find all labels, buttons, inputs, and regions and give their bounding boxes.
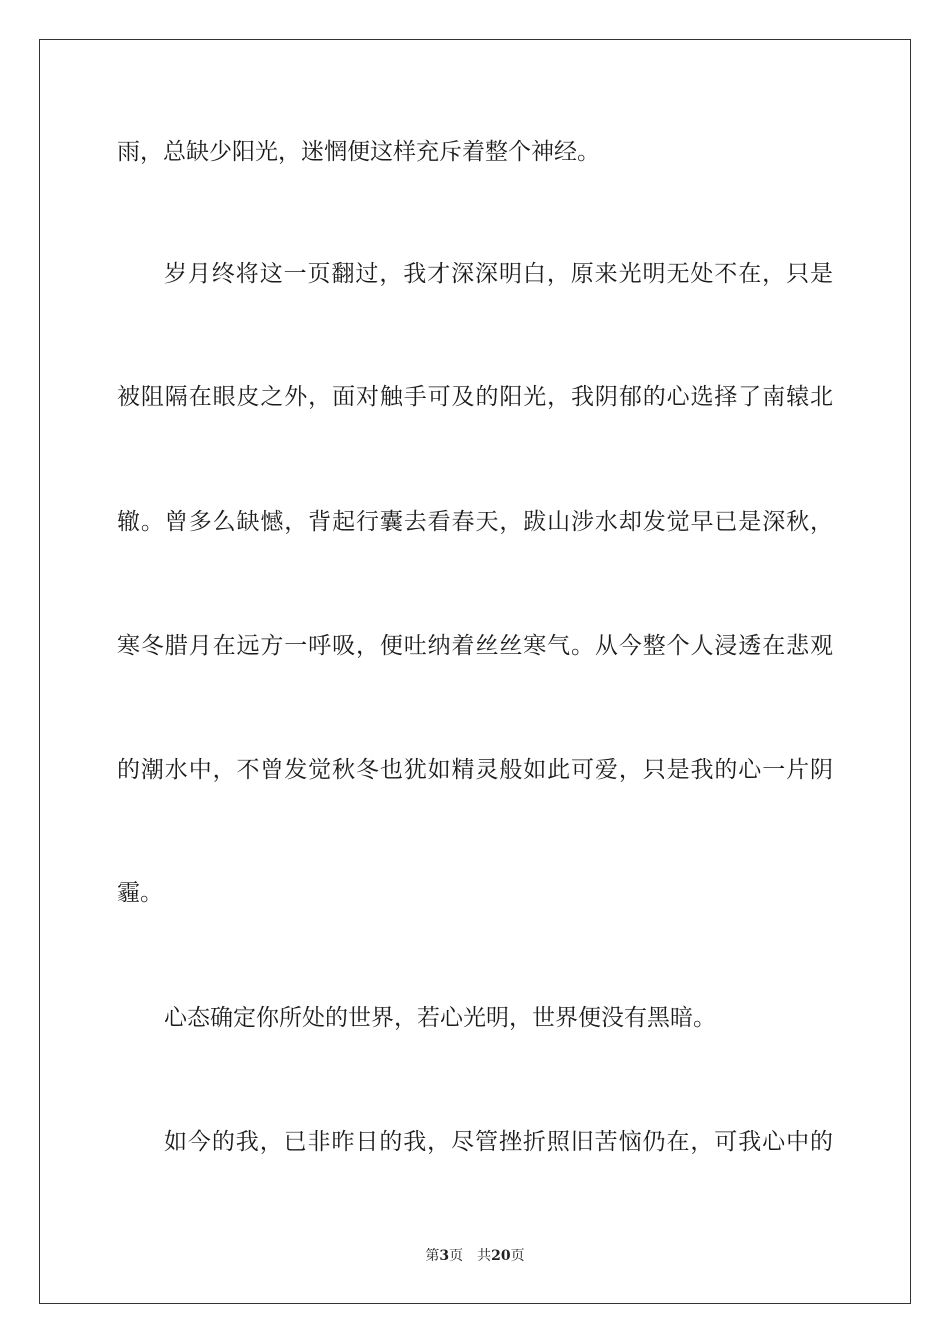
paragraph-line-8: 心态确定你所处的世界，若心光明，世界便没有黑暗。: [164, 1005, 716, 1031]
page-prefix: 第: [425, 1248, 440, 1264]
paragraph-line-9: 如今的我，已非昨日的我，尽管挫折照旧苦恼仍在，可我心中的: [164, 1129, 833, 1155]
page-suffix: 页: [449, 1248, 464, 1264]
total-prefix: 共: [477, 1248, 492, 1264]
paragraph-line-1: 雨，总缺少阳光，迷惘便这样充斥着整个神经。: [117, 139, 600, 165]
paragraph-line-3: 被阻隔在眼皮之外，面对触手可及的阳光，我阴郁的心选择了南辕北: [117, 384, 833, 410]
paragraph-line-5: 寒冬腊月在远方一呼吸，便吐纳着丝丝寒气。从今整个人浸透在悲观: [117, 633, 833, 659]
total-suffix: 页: [510, 1248, 525, 1264]
page-footer: [0, 1247, 950, 1265]
paragraph-line-4: 辙。曾多么缺憾，背起行囊去看春天，跋山涉水却发觉早已是深秋，: [117, 509, 833, 535]
paragraph-line-2: 岁月终将这一页翻过，我才深深明白，原来光明无处不在，只是: [164, 261, 833, 287]
total-pages: 20: [491, 1248, 511, 1264]
page-number: 3: [439, 1248, 450, 1264]
page-border: [39, 39, 911, 1304]
paragraph-line-7: 霾。: [117, 880, 163, 906]
paragraph-line-6: 的潮水中，不曾发觉秋冬也犹如精灵般如此可爱，只是我的心一片阴: [117, 757, 833, 783]
